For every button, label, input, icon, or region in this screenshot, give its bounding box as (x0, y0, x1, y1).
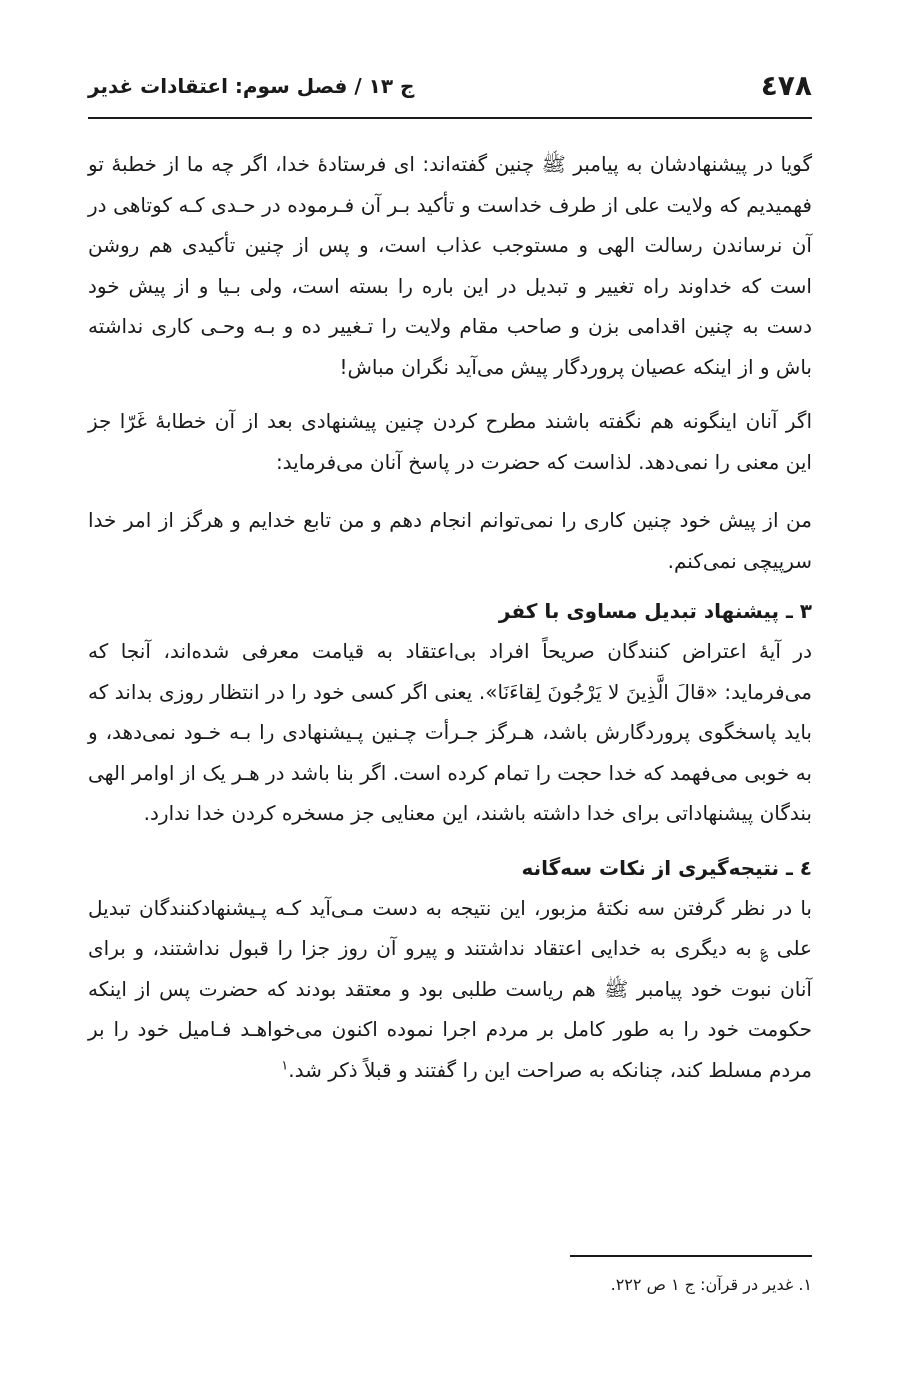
page-number: ٤٧٨ (760, 69, 812, 102)
paragraph-5 (88, 888, 812, 1091)
paragraph-4: در آيۀ اعتراض كنندگان صريحاً افراد بى‌اعتقاد به قيامت معرفى شده‌اند، آنجا كه مى‌فرمايد: «قالَ الَّذِينَ لا يَرْجُونَ لِقاءَنَا». يعنى اگر كسى خود را در انتظار روزى بداند كه بايد پاسخگوى پروردگارش باشد، هـرگز جـرأت چـنين پـيشنهادى را بـه خـود نمى‌دهد، و به خوبى مى‌فهمد كه خدا حجت را تمام كرده است. اگر بنا باشد در هـر يک از اوامر الهى بندگان پيشنهاداتى براى خدا داشته باشند، اين معنايى جز مسخره كردن خدا ندارد. (88, 639, 812, 825)
header-divider (88, 117, 812, 119)
footnote-marker[interactable]: ١ (281, 1057, 289, 1073)
page-header (88, 66, 812, 114)
running-title: ج ١٣ / فصل سوم: اعتقادات غدير (88, 74, 415, 98)
paragraph-3: من از پيش خود چنين كارى را نمى‌توانم انجام دهم و من تابع خدايم و هرگز از امر خدا سرپيچى نمى‌كنم. (88, 508, 812, 573)
paragraph-1: گويا در پيشنهادشان به پيامبر ﷺ چنين گفته‌اند: اى فرستادۀ خدا، اگر چه ما از خطبۀ تو فهميديم كه ولايت على از طرف خداست و تأكيد بـر آن فـرموده در حـدى كـه كوتاهى در آن نرساندن رسالت الهى و مستوجب عذاب است، و پس از چنين تأكيدى هم روشن است كه خداوند راه تغيير و تبديل در اين باره را بسته است، ولى بـيا و از پيش خود دست به چنين اقدامى بزن و صاحب مقام ولايت را تـغيير ده و بـه وحـى كارى نداشته باش و از اينكه عصيان پروردگار پيش مى‌آيد نگران مباش! (88, 152, 812, 379)
paragraph-2: اگر آنان اينگونه هم نگفته باشند مطرح كردن چنين پيشنهادى بعد از آن خطابۀ غَرّا جز اين معنى را نمى‌دهد. لذاست كه حضرت در پاسخ آنان مى‌فرمايد: (88, 409, 812, 474)
footnote: ١. غدير در قرآن: ج ١ ص ٢٢٢. (610, 1275, 812, 1294)
page-body (88, 144, 812, 1090)
section-heading-4: ٤ ـ نتيجه‌گيرى از نكات سه‌گانه (521, 855, 812, 880)
section-heading-3: ٣ ـ پيشنهاد تبديل مساوى با كفر (498, 599, 812, 623)
footnote-divider (570, 1255, 812, 1257)
paragraph-5-text: با در نظر گرفتن سه نكتۀ مزبور، اين نتيجه به دست مـى‌آيد كـه پـيشنهادكنندگان تبديل على ؏ به ديگرى به خدايى اعتقاد نداشتند و پيرو آن روز جزا را قبول نداشتند، و براى آنان نبوت خود پيامبر ﷺ هم رياست طلبى بود و معتقد بودند كه حضرت پس از اينكه حكومت خود را به طور كامل بر مردم اجرا نموده اكنون مى‌خواهـد فـاميل خود را بر مردم مسلط كند، چنانكه به صراحت اين را گفتند و قبلاً ذكر شد. (88, 895, 812, 1082)
